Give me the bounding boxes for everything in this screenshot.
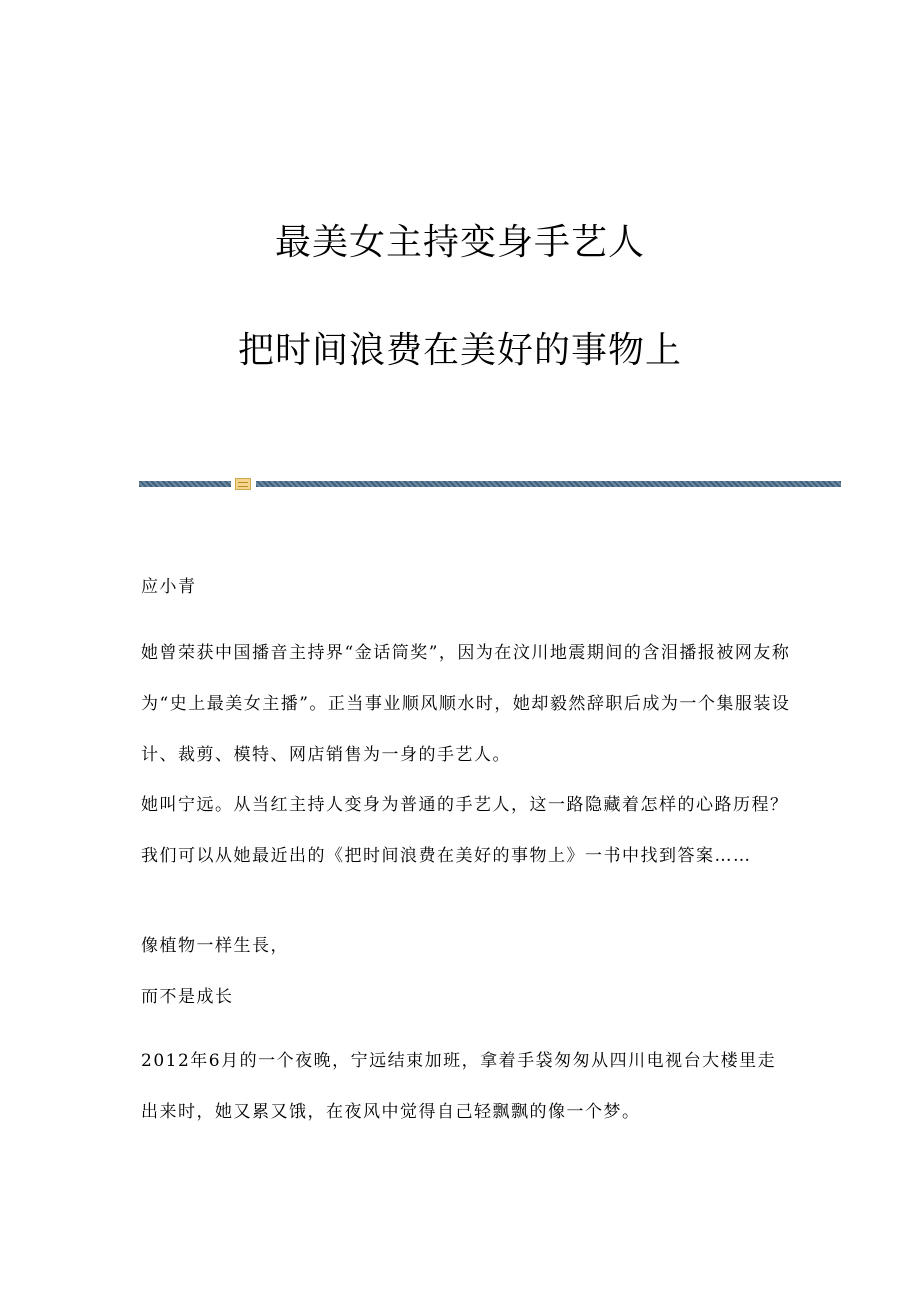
subheading-line-2: 而不是成长	[141, 987, 234, 1007]
divider-rule-right	[256, 481, 841, 487]
paragraph-question: 她叫宁远。从当红主持人变身为普通的手艺人，这一路隐藏着怎样的心路历程？我们可以从她最近出的《把时间浪费在美好的事物上》一书中找到答案……	[141, 795, 789, 866]
paragraph-intro: 她曾荣获中国播音主持界“金话筒奖”，因为在汶川地震期间的含泪播报被网友称为“史上最美女主播”。正当事业顺风顺水时，她却毅然辞职后成为一个集服装设计、裁剪、模特、网店销售为一身的手艺人。	[141, 643, 791, 765]
divider-rule-left	[139, 481, 231, 487]
author-name: 应小青	[141, 577, 197, 597]
title-line-1: 最美女主持变身手艺人	[274, 222, 645, 263]
title-line-2: 把时间浪费在美好的事物上	[237, 330, 682, 371]
divider-ornament-icon	[235, 478, 251, 490]
paragraph-story: 2012年6月的一个夜晚，宁远结束加班，拿着手袋匆匆从四川电视台大楼里走出来时，她又累又饿，在夜风中觉得自己轻飘飘的像一个梦。	[141, 1051, 777, 1122]
title-divider	[139, 478, 841, 490]
subheading-line-1: 像植物一样生長，	[141, 936, 289, 956]
